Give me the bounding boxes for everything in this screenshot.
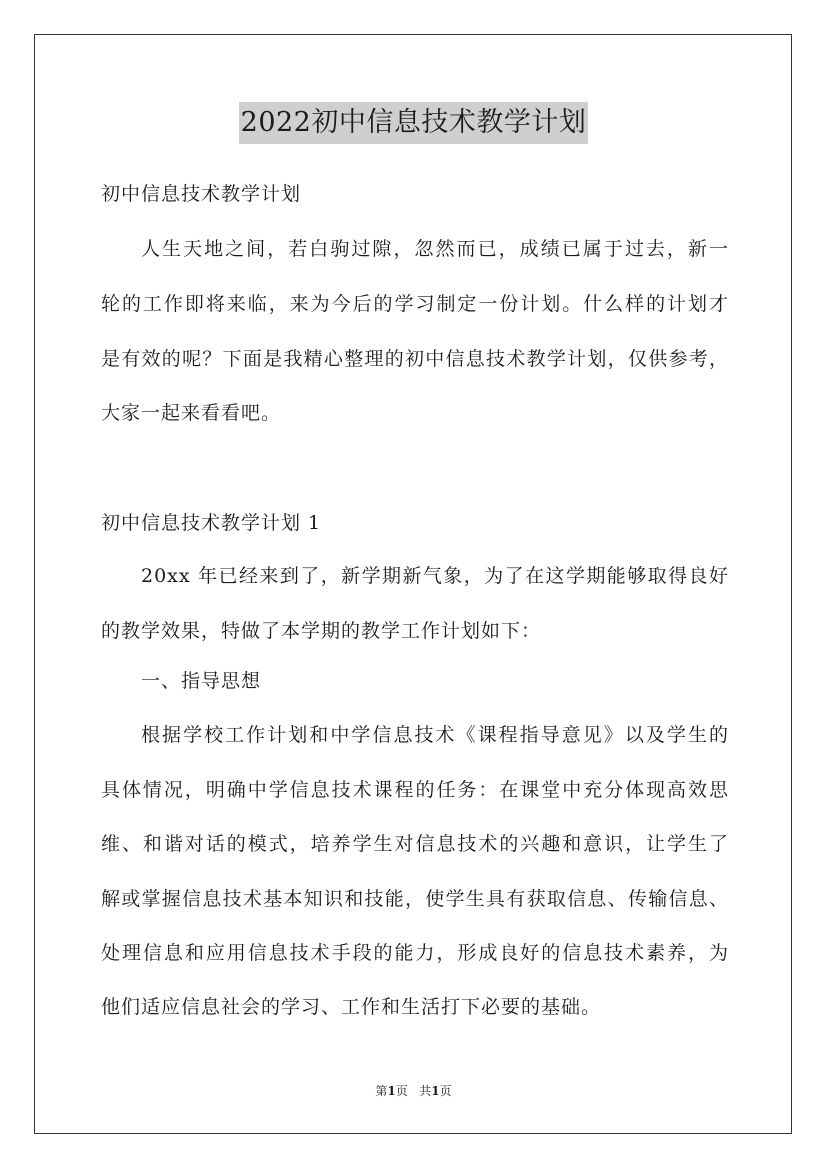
guide-line-4: 解或掌握信息技术基本知识和技能，使学生具有获取信息、传输信息、 bbox=[101, 888, 729, 910]
page-suffix: 页 bbox=[395, 1084, 408, 1098]
page-prefix: 第 bbox=[375, 1084, 388, 1098]
guide-line-1: 根据学校工作计划和中学信息技术《课程指导意见》以及学生的 bbox=[141, 724, 729, 746]
intro-line-1: 人生天地之间，若白驹过隙，忽然而已，成绩已属于过去，新一 bbox=[141, 238, 729, 260]
page-number: 1 bbox=[387, 1084, 396, 1098]
guide-line-2: 具体情况，明确中学信息技术课程的任务：在课堂中充分体现高效思 bbox=[101, 779, 729, 801]
guide-line-6: 他们适应信息社会的学习、工作和生活打下必要的基础。 bbox=[101, 996, 602, 1018]
guide-line-3: 维、和谐对话的模式，培养学生对信息技术的兴趣和意识，让学生了 bbox=[101, 833, 729, 855]
total-number: 1 bbox=[431, 1084, 440, 1098]
page-footer bbox=[0, 1083, 827, 1099]
intro-line-3: 是有效的呢？下面是我精心整理的初中信息技术教学计划，仅供参考， bbox=[101, 348, 729, 370]
document-subtitle: 初中信息技术教学计划 bbox=[101, 183, 302, 205]
guide-subheading: 一、指导思想 bbox=[141, 670, 262, 692]
intro-line-4: 大家一起来看看吧。 bbox=[101, 402, 282, 424]
total-suffix: 页 bbox=[439, 1084, 452, 1098]
section-heading: 初中信息技术教学计划 1 bbox=[101, 512, 322, 534]
intro-line-2: 轮的工作即将来临，来为今后的学习制定一份计划。什么样的计划才 bbox=[101, 293, 729, 315]
document-title: 2022初中信息技术教学计划 bbox=[0, 101, 827, 144]
section-line-2: 的教学效果，特做了本学期的教学工作计划如下： bbox=[101, 620, 542, 642]
guide-line-5: 处理信息和应用信息技术手段的能力，形成良好的信息技术素养，为 bbox=[101, 942, 729, 964]
total-prefix: 共 bbox=[419, 1084, 432, 1098]
section-line-1: 20xx 年已经来到了，新学期新气象，为了在这学期能够取得良好 bbox=[141, 565, 729, 587]
